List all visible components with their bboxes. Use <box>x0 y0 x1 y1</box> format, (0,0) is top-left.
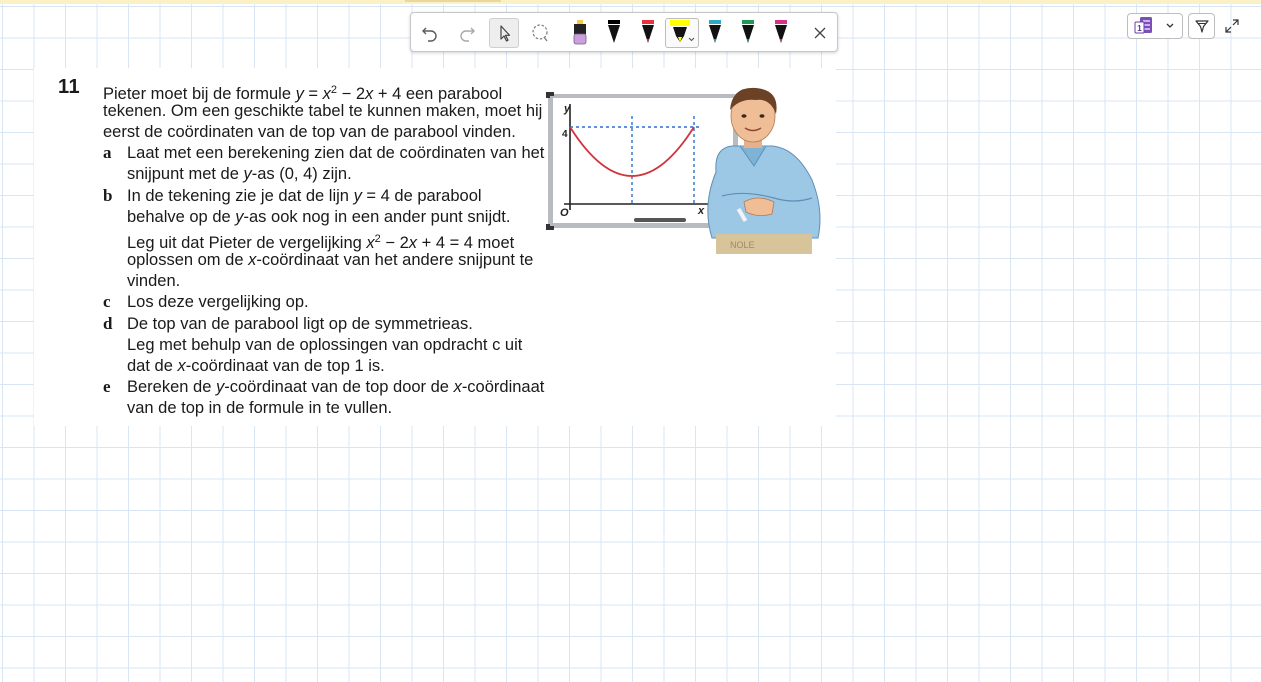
origin-label: O <box>560 207 569 219</box>
highlighter-yellow-button[interactable] <box>665 18 699 48</box>
redo-icon <box>457 23 477 43</box>
expand-button[interactable] <box>1222 16 1242 36</box>
a-text-end: -as (0, 4) zijn. <box>251 165 352 183</box>
d-line-3 <box>127 356 385 376</box>
var-y: y <box>235 208 244 226</box>
var-x: x <box>322 85 331 103</box>
d-text-end: -coördinaat van de top 1 is. <box>185 357 385 375</box>
b-text: behalve op de <box>127 208 236 226</box>
undo-icon <box>420 23 440 43</box>
highlighter-purple-icon <box>571 19 589 47</box>
onenote-icon <box>1134 16 1156 36</box>
label-b: b <box>103 186 113 205</box>
var-x: x <box>366 234 375 252</box>
lasso-tool-button[interactable] <box>526 18 556 48</box>
svg-text:1: 1 <box>1137 24 1142 33</box>
scroll-indicator <box>405 0 501 2</box>
label-e: e <box>103 377 111 396</box>
var-x: x <box>453 378 462 396</box>
exponent: 2 <box>330 84 338 96</box>
y-axis-label: y <box>564 103 571 115</box>
e-text: Bereken de <box>127 378 216 396</box>
exercise-number: 11 <box>58 76 81 98</box>
redo-button[interactable] <box>452 18 482 48</box>
pen-magenta-button[interactable] <box>766 18 796 48</box>
pen-green-button[interactable] <box>733 18 763 48</box>
pen-toolbar-button[interactable] <box>1188 13 1215 39</box>
minus-term: − 2 <box>337 85 366 103</box>
pen-black-button[interactable] <box>599 18 629 48</box>
b-line-5: vinden. <box>127 272 181 290</box>
pen-green-icon <box>739 19 757 47</box>
var-x: x <box>365 85 374 103</box>
b-line-2 <box>127 207 510 227</box>
d-line-2: Leg met behulp van de oplossingen van opdracht c uit <box>127 336 523 354</box>
expand-icon <box>1225 19 1239 33</box>
pen-magenta-icon <box>772 19 790 47</box>
intro-line-2: tekenen. Om een geschikte tabel te kunnen maken, moet hij <box>103 102 543 120</box>
whiteboard-illustration <box>544 86 826 254</box>
var-x: x <box>408 234 418 252</box>
select-tool-button[interactable] <box>489 18 519 48</box>
label-a: a <box>103 143 112 162</box>
pen-red-icon <box>639 19 657 47</box>
pen-toolbar-icon <box>1194 18 1210 34</box>
lasso-icon <box>530 22 552 44</box>
d-line-1: De top van de parabool ligt op de symmetrieas. <box>127 315 473 333</box>
b-text-end: -coördinaat van het andere snijpunt te <box>256 251 534 269</box>
b-text-end: + 4 = 4 moet <box>417 234 515 252</box>
var-x: x <box>248 251 257 269</box>
d-text: dat de <box>127 357 178 375</box>
a-line-1: Laat met een berekening zien dat de coördinaten van het <box>127 144 545 162</box>
b-text-end: -as ook nog in een ander punt snijdt. <box>243 208 511 226</box>
highlighter-purple-button[interactable] <box>565 18 595 48</box>
equals: = <box>303 85 323 103</box>
four-label: 4 <box>562 129 568 140</box>
b-text: oplossen om de <box>127 251 249 269</box>
c-line-1: Los deze vergelijking op. <box>127 293 309 311</box>
label-c: c <box>103 292 111 311</box>
pen-teal-icon <box>706 19 724 47</box>
ink-toolbar <box>410 12 838 52</box>
var-y: y <box>243 165 252 183</box>
var-x: x <box>177 357 186 375</box>
var-y: y <box>295 85 304 103</box>
exponent: 2 <box>374 233 381 245</box>
apron-text: NOLE <box>730 240 755 250</box>
e-text-end: -coördinaat <box>461 378 545 396</box>
e-text-mid: -coördinaat van de top door de <box>224 378 454 396</box>
undo-button[interactable] <box>415 18 445 48</box>
close-icon <box>813 26 827 40</box>
b-text-end: = 4 de parabool <box>361 187 482 205</box>
pen-black-icon <box>605 19 623 47</box>
a-line-2 <box>127 164 352 184</box>
b-text: Leg uit dat Pieter de vergelijking <box>127 234 367 252</box>
e-line-1 <box>127 377 544 397</box>
top-strip <box>0 0 1261 4</box>
intro-text-end: + 4 een parabool <box>373 85 503 103</box>
pen-teal-button[interactable] <box>700 18 730 48</box>
var-y: y <box>215 378 225 396</box>
pen-red-button[interactable] <box>633 18 663 48</box>
label-d: d <box>103 314 113 333</box>
onenote-button[interactable] <box>1127 13 1183 39</box>
close-toolbar-button[interactable] <box>805 18 835 48</box>
b-line-4 <box>127 250 533 270</box>
minus-term: − 2 <box>380 234 409 252</box>
marker-tray <box>634 218 686 222</box>
highlighter-yellow-icon <box>667 19 697 47</box>
e-line-2: van de top in de formule in te vullen. <box>127 399 393 417</box>
intro-line-3: eerst de coördinaten van de top van de parabool vinden. <box>103 123 516 141</box>
intro-text: Pieter moet bij de formule <box>103 85 296 103</box>
pointer-arrow-icon <box>494 23 514 43</box>
x-axis-label: x <box>698 205 705 217</box>
b-line-1 <box>127 186 482 206</box>
a-text: snijpunt met de <box>127 165 244 183</box>
b-text: In de tekening zie je dat de lijn <box>127 187 354 205</box>
var-y: y <box>353 187 362 205</box>
chevron-down-icon <box>1164 21 1176 31</box>
